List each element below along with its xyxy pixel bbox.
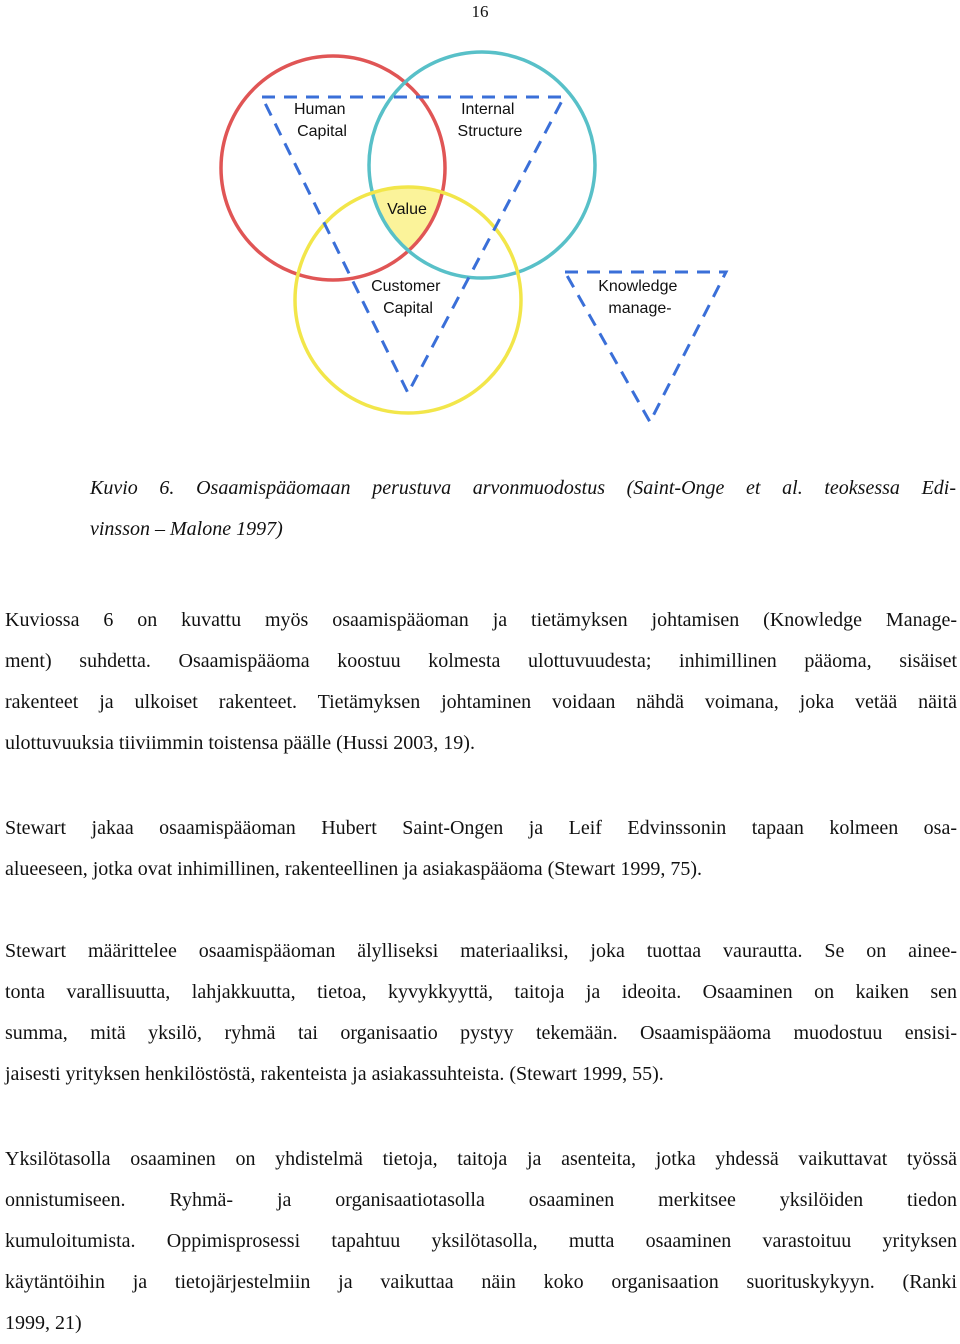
paragraph bbox=[5, 1139, 957, 1344]
paragraph-line: 1999, 21) bbox=[5, 1312, 82, 1334]
paragraph-line: summa, mitä yksilö, ryhmä tai organisaatio pystyy tekemään. Osaamispääoma muodostuu ensisi- bbox=[5, 1022, 957, 1044]
paragraph-line: tonta varallisuutta, lahjakkuutta, tietoa, kyvykkyyttä, taitoja ja ideoita. Osaaminen on kaiken sen bbox=[5, 981, 957, 1003]
paragraph-line: Stewart määrittelee osaamispääoman älylliseksi materiaaliksi, joka tuottaa vaurautta. Se on aineе- bbox=[5, 940, 957, 962]
value-creation-diagram bbox=[0, 0, 960, 460]
customer-capital-label: Customer Capital bbox=[371, 278, 441, 317]
paragraph-line: käytäntöihin ja tietojärjestelmiin ja vaikuttaa näin koko organisaation suorituskykyyn. (Ranki bbox=[5, 1271, 957, 1293]
paragraph-line: Kuviossa 6 on kuvattu myös osaamispääoman ja tietämyksen johtamisen (Knowledge Manage- bbox=[5, 609, 957, 631]
knowledge-management-label: Knowledge manage- bbox=[598, 278, 678, 317]
internal-structure-label: Internal Structure bbox=[457, 101, 523, 140]
paragraph-line: ment) suhdetta. Osaamispääoma koostuu kolmesta ulottuvuudesta; inhimillinen pääoma, sisäiset bbox=[5, 650, 957, 672]
paragraph-line: kumuloitumista. Oppimisprosessi tapahtuu yksilötasolla, mutta osaaminen varastoituu yrityksen bbox=[5, 1230, 957, 1252]
value-label: Value bbox=[387, 201, 427, 218]
paragraph-line: jaisesti yrityksen henkilöstöstä, rakenteista ja asiakassuhteista. (Stewart 1999, 55). bbox=[5, 1063, 664, 1085]
page-number: 16 bbox=[471, 2, 489, 21]
paragraph-line: Stewart jakaa osaamispääoman Hubert Saint-Ongen ja Leif Edvinssonin tapaan kolmeen osa- bbox=[5, 817, 957, 839]
figure-caption bbox=[90, 468, 956, 550]
paragraph bbox=[5, 600, 957, 764]
human-capital-label: Human Capital bbox=[293, 101, 347, 140]
caption-line: vinsson – Malone 1997) bbox=[90, 518, 283, 540]
paragraph-line: alueeseen, jotka ovat inhimillinen, rakenteellinen ja asiakaspääoma (Stewart 1999, 75). bbox=[5, 858, 702, 880]
internal-structure-circle bbox=[369, 52, 595, 278]
paragraph bbox=[5, 808, 957, 890]
paragraph bbox=[5, 931, 957, 1095]
paragraph-line: ulottuvuuksia tiiviimmin toistensa päälle (Hussi 2003, 19). bbox=[5, 732, 475, 754]
human-capital-circle bbox=[221, 56, 445, 280]
paragraph-line: Yksilötasolla osaaminen on yhdistelmä tietoja, taitoja ja asenteita, jotka yhdessä vaikuttavat työssä bbox=[5, 1148, 957, 1170]
paragraph-line: onnistumiseen. Ryhmä- ja organisaatiotasolla osaaminen merkitsee yksilöiden tiedon bbox=[5, 1189, 957, 1211]
caption-line: Kuvio 6. Osaamispääomaan perustuva arvonmuodostus (Saint-Onge et al. teoksessa Edi- bbox=[90, 477, 956, 499]
paragraph-line: rakenteet ja ulkoiset rakenteet. Tietämyksen johtaminen voidaan nähdä voimana, joka vetää näitä bbox=[5, 691, 957, 713]
